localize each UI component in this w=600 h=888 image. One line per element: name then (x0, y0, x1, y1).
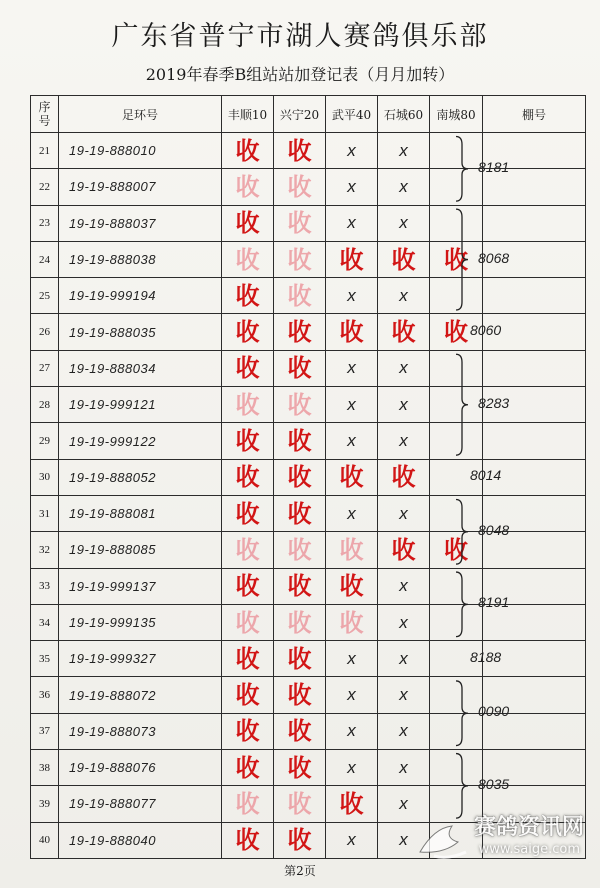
collected-stamp: 收 (339, 244, 364, 274)
station-cell (274, 677, 326, 713)
station-cell (430, 133, 483, 169)
page-number: 第2页 (284, 864, 316, 878)
row-ring-number: 19-19-888081 (59, 495, 222, 531)
station-cell (274, 169, 326, 205)
station-cell (378, 532, 430, 568)
station-cell (430, 459, 483, 495)
row-ring-number: 19-19-888052 (59, 459, 222, 495)
row-ring-number: 19-19-888035 (59, 314, 222, 350)
loft-code: 8048 (478, 521, 510, 538)
station-cell (430, 278, 483, 314)
absent-mark: x (399, 757, 408, 777)
station-cell (430, 314, 483, 350)
watermark-url: www.saige.com (478, 842, 580, 857)
table-row (31, 459, 586, 495)
station-cell (326, 314, 378, 350)
absent-mark: x (399, 648, 408, 668)
loft-cell (483, 568, 586, 604)
collected-stamp: 收 (235, 607, 260, 637)
absent-mark: x (347, 757, 356, 777)
collected-stamp: 收 (444, 534, 468, 564)
station-cell (430, 641, 483, 677)
loft-cell (483, 677, 586, 713)
row-ring-number: 19-19-888037 (59, 205, 222, 241)
header-loft: 棚号 (483, 96, 586, 133)
station-cell (326, 459, 378, 495)
station-cell (274, 568, 326, 604)
station-cell (222, 387, 274, 423)
station-cell (326, 786, 378, 822)
collected-stamp: 收 (235, 462, 260, 492)
station-cell (430, 750, 483, 786)
collected-stamp: 收 (287, 643, 312, 673)
loft-code: 8188 (470, 648, 502, 665)
absent-mark: x (399, 140, 408, 160)
station-cell (222, 133, 274, 169)
station-cell (430, 350, 483, 386)
absent-mark: x (399, 213, 408, 233)
station-cell (378, 169, 430, 205)
row-ring-number: 19-19-888072 (59, 677, 222, 713)
row-seq: 27 (31, 350, 59, 386)
collected-stamp: 收 (235, 643, 260, 673)
table-row (31, 677, 586, 713)
collected-stamp: 收 (235, 498, 260, 528)
absent-mark: x (399, 793, 408, 813)
watermark-logo (414, 808, 584, 868)
header-seq: 序号 (31, 96, 59, 133)
row-seq: 36 (31, 677, 59, 713)
collected-stamp: 收 (235, 353, 260, 383)
absent-mark: x (399, 394, 408, 414)
loft-cell (483, 133, 586, 169)
absent-mark: x (347, 830, 356, 850)
table-row (31, 205, 586, 241)
loft-cell (483, 495, 586, 531)
station-cell (378, 713, 430, 749)
collected-stamp: 收 (235, 534, 260, 564)
station-cell (274, 205, 326, 241)
station-cell (222, 495, 274, 531)
row-seq: 29 (31, 423, 59, 459)
row-ring-number: 19-19-999137 (59, 568, 222, 604)
absent-mark: x (399, 576, 408, 596)
row-ring-number: 19-19-999121 (59, 387, 222, 423)
loft-code: 8014 (470, 467, 502, 484)
station-cell (430, 205, 483, 241)
absent-mark: x (347, 685, 356, 705)
station-cell (430, 423, 483, 459)
collected-stamp: 收 (287, 135, 312, 165)
collected-stamp: 收 (339, 534, 364, 564)
row-ring-number: 19-19-888038 (59, 241, 222, 277)
collected-stamp: 收 (287, 498, 312, 528)
row-ring-number: 19-19-888040 (59, 822, 222, 858)
station-cell (274, 604, 326, 640)
collected-stamp: 收 (235, 426, 260, 456)
station-cell (222, 604, 274, 640)
collected-stamp: 收 (287, 680, 312, 710)
station-cell (274, 713, 326, 749)
loft-code: 8035 (478, 775, 510, 792)
station-cell (222, 713, 274, 749)
station-cell (274, 133, 326, 169)
loft-cell (483, 350, 586, 386)
row-seq: 35 (31, 641, 59, 677)
station-cell (326, 641, 378, 677)
row-ring-number: 19-19-888010 (59, 133, 222, 169)
absent-mark: x (347, 285, 356, 305)
row-seq: 31 (31, 495, 59, 531)
absent-mark: x (399, 721, 408, 741)
station-cell (222, 786, 274, 822)
loft-code: 8068 (478, 249, 510, 266)
row-seq: 32 (31, 532, 59, 568)
absent-mark: x (347, 176, 356, 196)
station-cell (326, 677, 378, 713)
station-cell (378, 641, 430, 677)
station-cell (222, 314, 274, 350)
pigeon-logo-icon (414, 808, 474, 866)
loft-cell (483, 314, 586, 350)
collected-stamp: 收 (339, 607, 364, 637)
station-cell (430, 568, 483, 604)
collected-stamp: 收 (235, 389, 260, 419)
loft-code: 8181 (478, 158, 510, 175)
absent-mark: x (399, 685, 408, 705)
station-cell (274, 641, 326, 677)
station-cell (430, 677, 483, 713)
station-cell (430, 241, 483, 277)
table-header-row (31, 96, 586, 133)
collected-stamp: 收 (287, 752, 312, 782)
table-row (31, 169, 586, 205)
loft-code: 8283 (478, 394, 510, 411)
station-cell (378, 205, 430, 241)
loft-cell (483, 387, 586, 423)
station-cell (326, 713, 378, 749)
station-cell (222, 822, 274, 858)
station-cell (378, 495, 430, 531)
station-cell (378, 423, 430, 459)
collected-stamp: 收 (287, 426, 312, 456)
table-row (31, 241, 586, 277)
collected-stamp: 收 (444, 244, 468, 274)
loft-cell (483, 169, 586, 205)
collected-stamp: 收 (235, 680, 260, 710)
station-cell (326, 133, 378, 169)
collected-stamp: 收 (287, 171, 312, 201)
collected-stamp: 收 (287, 389, 312, 419)
station-cell (274, 786, 326, 822)
table-row (31, 713, 586, 749)
collected-stamp: 收 (287, 607, 312, 637)
station-cell (326, 822, 378, 858)
loft-cell (483, 423, 586, 459)
absent-mark: x (399, 612, 408, 632)
absent-mark: x (399, 830, 408, 850)
row-seq: 37 (31, 713, 59, 749)
collected-stamp: 收 (235, 825, 260, 855)
row-ring-number: 19-19-888034 (59, 350, 222, 386)
station-cell (274, 241, 326, 277)
header-station-4: 石城60 (378, 96, 430, 133)
loft-cell (483, 205, 586, 241)
collected-stamp: 收 (391, 462, 416, 492)
row-seq: 39 (31, 786, 59, 822)
row-seq: 38 (31, 750, 59, 786)
collected-stamp: 收 (235, 716, 260, 746)
station-cell (222, 169, 274, 205)
loft-cell (483, 278, 586, 314)
table-row (31, 387, 586, 423)
station-cell (274, 387, 326, 423)
row-ring-number: 19-19-999327 (59, 641, 222, 677)
collected-stamp: 收 (339, 571, 364, 601)
header-station-3: 武平40 (326, 96, 378, 133)
loft-cell (483, 532, 586, 568)
station-cell (222, 423, 274, 459)
row-ring-number: 19-19-888076 (59, 750, 222, 786)
loft-code: 8060 (470, 322, 502, 339)
station-cell (274, 423, 326, 459)
header-station-2: 兴宁20 (274, 96, 326, 133)
station-cell (326, 568, 378, 604)
collected-stamp: 收 (235, 752, 260, 782)
collected-stamp: 收 (235, 317, 260, 347)
station-cell (274, 822, 326, 858)
loft-cell (483, 713, 586, 749)
absent-mark: x (347, 213, 356, 233)
station-cell (274, 532, 326, 568)
collected-stamp: 收 (444, 317, 468, 347)
table-row (31, 350, 586, 386)
station-cell (378, 133, 430, 169)
station-cell (378, 459, 430, 495)
table-row (31, 641, 586, 677)
station-cell (430, 387, 483, 423)
absent-mark: x (347, 721, 356, 741)
station-cell (222, 241, 274, 277)
absent-mark: x (399, 431, 408, 451)
collected-stamp: 收 (287, 716, 312, 746)
row-seq: 34 (31, 604, 59, 640)
loft-cell (483, 459, 586, 495)
station-cell (326, 241, 378, 277)
station-cell (222, 641, 274, 677)
row-seq: 21 (31, 133, 59, 169)
collected-stamp: 收 (287, 825, 312, 855)
watermark-name: 赛鸽资讯网 (473, 815, 584, 840)
table-row (31, 423, 586, 459)
station-cell (378, 278, 430, 314)
station-cell (326, 350, 378, 386)
absent-mark: x (347, 358, 356, 378)
row-seq: 40 (31, 822, 59, 858)
header-ring: 足环号 (59, 96, 222, 133)
station-cell (222, 205, 274, 241)
row-seq: 22 (31, 169, 59, 205)
loft-cell (483, 641, 586, 677)
station-cell (378, 314, 430, 350)
row-ring-number: 19-19-888085 (59, 532, 222, 568)
station-cell (326, 169, 378, 205)
row-seq: 30 (31, 459, 59, 495)
loft-cell (483, 241, 586, 277)
table-row (31, 278, 586, 314)
collected-stamp: 收 (235, 244, 260, 274)
table-row (31, 604, 586, 640)
station-cell (378, 387, 430, 423)
collected-stamp: 收 (339, 317, 364, 347)
absent-mark: x (347, 431, 356, 451)
collected-stamp: 收 (235, 571, 260, 601)
table-row (31, 568, 586, 604)
station-cell (222, 459, 274, 495)
row-seq: 33 (31, 568, 59, 604)
station-cell (326, 750, 378, 786)
loft-cell (483, 604, 586, 640)
station-cell (378, 241, 430, 277)
loft-cell (483, 750, 586, 786)
collected-stamp: 收 (287, 244, 312, 274)
station-cell (274, 314, 326, 350)
collected-stamp: 收 (287, 534, 312, 564)
station-cell (326, 205, 378, 241)
absent-mark: x (399, 176, 408, 196)
station-cell (430, 604, 483, 640)
station-cell (222, 750, 274, 786)
form-subtitle: 2019年春季B组站站加登记表（月月加转） (145, 65, 455, 84)
club-title: 广东省普宁市湖人赛鸽俱乐部 (111, 21, 489, 52)
station-cell (274, 278, 326, 314)
station-cell (222, 350, 274, 386)
header-station-5: 南城80 (430, 96, 483, 133)
row-ring-number: 19-19-888007 (59, 169, 222, 205)
absent-mark: x (347, 503, 356, 523)
station-cell (222, 278, 274, 314)
table-row (31, 750, 586, 786)
row-seq: 24 (31, 241, 59, 277)
collected-stamp: 收 (391, 317, 416, 347)
station-cell (378, 350, 430, 386)
collected-stamp: 收 (287, 462, 312, 492)
station-cell (430, 495, 483, 531)
collected-stamp: 收 (287, 353, 312, 383)
collected-stamp: 收 (235, 208, 260, 238)
collected-stamp: 收 (287, 280, 312, 310)
station-cell (274, 459, 326, 495)
station-cell (274, 350, 326, 386)
station-cell (222, 568, 274, 604)
collected-stamp: 收 (235, 171, 260, 201)
collected-stamp: 收 (287, 317, 312, 347)
station-cell (274, 495, 326, 531)
table-row (31, 314, 586, 350)
station-cell (326, 387, 378, 423)
station-cell (378, 568, 430, 604)
station-cell (326, 604, 378, 640)
row-ring-number: 19-19-999194 (59, 278, 222, 314)
row-seq: 28 (31, 387, 59, 423)
table-row (31, 532, 586, 568)
station-cell (430, 532, 483, 568)
collected-stamp: 收 (235, 788, 260, 818)
collected-stamp: 收 (391, 244, 416, 274)
row-ring-number: 19-19-888073 (59, 713, 222, 749)
collected-stamp: 收 (339, 788, 364, 818)
collected-stamp: 收 (287, 571, 312, 601)
header-station-1: 丰顺10 (222, 96, 274, 133)
station-cell (430, 169, 483, 205)
station-cell (326, 495, 378, 531)
station-cell (274, 750, 326, 786)
table-body (31, 133, 586, 859)
collected-stamp: 收 (235, 280, 260, 310)
station-cell (326, 278, 378, 314)
collected-stamp: 收 (339, 462, 364, 492)
absent-mark: x (399, 358, 408, 378)
row-seq: 26 (31, 314, 59, 350)
station-cell (326, 423, 378, 459)
collected-stamp: 收 (287, 788, 312, 818)
absent-mark: x (347, 648, 356, 668)
station-cell (326, 532, 378, 568)
station-cell (378, 750, 430, 786)
row-ring-number: 19-19-999135 (59, 604, 222, 640)
station-cell (430, 713, 483, 749)
registration-table (30, 95, 586, 859)
row-ring-number: 19-19-888077 (59, 786, 222, 822)
collected-stamp: 收 (287, 208, 312, 238)
station-cell (378, 604, 430, 640)
absent-mark: x (399, 503, 408, 523)
table-row (31, 133, 586, 169)
absent-mark: x (347, 394, 356, 414)
collected-stamp: 收 (391, 534, 416, 564)
collected-stamp: 收 (235, 135, 260, 165)
station-cell (378, 677, 430, 713)
absent-mark: x (347, 140, 356, 160)
row-seq: 23 (31, 205, 59, 241)
station-cell (222, 532, 274, 568)
row-ring-number: 19-19-999122 (59, 423, 222, 459)
row-seq: 25 (31, 278, 59, 314)
loft-code: 0090 (478, 703, 510, 720)
table-row (31, 495, 586, 531)
loft-code: 8191 (478, 594, 510, 611)
absent-mark: x (399, 285, 408, 305)
station-cell (222, 677, 274, 713)
